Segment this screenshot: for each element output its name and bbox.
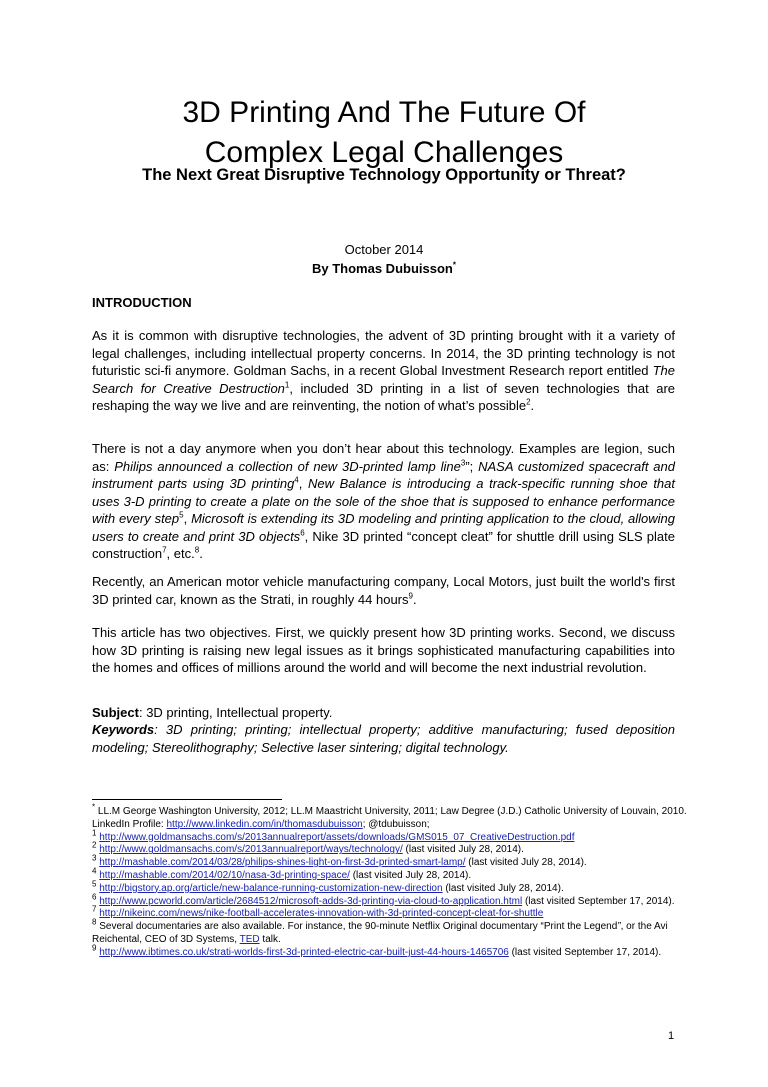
footnote-mark: 6	[92, 892, 97, 902]
title-line-2: Complex Legal Challenges	[204, 136, 564, 169]
footnote-ref-7[interactable]: 7	[162, 545, 167, 555]
footnote-text: (last visited September 17, 2014).	[522, 895, 675, 907]
p2-example-philips: Philips announced a collection of new 3D-printed lamp line	[114, 458, 461, 474]
document-subtitle: The Next Great Disruptive Technology Opportunity or Threat?	[142, 166, 626, 184]
footnote-author	[92, 802, 692, 832]
footnote-ref-5[interactable]: 5	[179, 510, 184, 520]
subject-line	[92, 704, 675, 722]
paragraph-2	[92, 440, 675, 563]
subject-text: : 3D printing, Intellectual property.	[138, 705, 333, 720]
section-heading-introduction: INTRODUCTION	[92, 295, 192, 310]
footnote-5	[92, 879, 692, 896]
footnote-link[interactable]: http://www.linkedin.com/in/thomasdubuisson	[166, 818, 363, 830]
publication-date: October 2014	[344, 242, 424, 257]
paragraph-4: This article has two objectives. First, we quickly present how 3D printing works. Second, we discuss how 3D printing is raising new legal issues as it brings sophisticated manufacturing capabilities into the homes and offices of millions around the world and will become the next industrial revolution.	[92, 625, 675, 675]
footnote-text: (last visited September 17, 2014).	[508, 946, 662, 958]
footnote-link[interactable]: http://mashable.com/2014/02/10/nasa-3d-printing-space/	[99, 869, 350, 881]
footnote-text: ”	[617, 921, 621, 933]
p2-text-g: ,	[183, 511, 192, 526]
footnote-mark: 7	[92, 905, 97, 915]
footnote-link[interactable]: http://www.ibtimes.co.uk/strati-worlds-first-3d-printed-electric-car-built-just-44-hours-1465706	[99, 946, 509, 958]
footnote-text: (last visited July 28, 2014).	[465, 857, 587, 869]
p2-example-new-balance: New Balance is introducing a track-specific running shoe that uses 3-D printing to create a plate on the sole of the shoe that is supposed to enhance performance with every step	[92, 476, 675, 526]
footnote-2	[92, 841, 692, 857]
footnotes	[92, 802, 692, 960]
footnote-3	[92, 853, 692, 870]
p3-text-a: Recently, an American motor vehicle manufacturing company, Local Motors, just built the world's first 3D printed car, known as the Strati, in roughly 44 hours	[92, 574, 675, 607]
footnote-ref-1[interactable]: 1	[284, 380, 290, 390]
footnote-ref-4[interactable]: 4	[294, 475, 299, 485]
p1-report-title: The Search for Creative Destruction	[92, 363, 675, 396]
footnote-mark: 8	[92, 917, 97, 927]
footnote-6	[92, 892, 692, 909]
paragraph-3	[92, 573, 675, 608]
p2-text-e: ,	[298, 476, 308, 491]
footnote-mark: *	[92, 802, 96, 812]
footnote-link[interactable]: http://nikeinc.com/news/nike-football-accelerates-innovation-with-3d-printed-concept-cleat-for-shuttle	[99, 908, 544, 920]
keywords-text: : 3D printing; printing; intellectual property; additive manufacturing; fused deposition modeling; Stereolithography; Selective laser sintering; digital technology.	[92, 722, 675, 755]
subject-label: Subject	[92, 705, 139, 720]
p1-text-c: , included 3D printing in a list of seven technologies that are reshaping the way we live and are reinventing, the notion of what’s possible	[92, 380, 676, 413]
p2-text-a: There is not a day anymore when you don’t hear about this technology. Examples are legion, such as:	[92, 441, 675, 474]
footnote-text: (last visited July 28, 2014).	[442, 882, 564, 894]
footnote-mark: 5	[92, 879, 97, 889]
footnote-text: Several documentaries are also available. For instance, the 90-minute Netflix Original documentary “Print the Legend	[96, 921, 618, 933]
footnote-text: (last visited July 28, 2014).	[349, 869, 472, 881]
footnote-4	[92, 866, 692, 883]
p2-example-nasa: NASA customized spacecraft and instrument parts using 3D printing	[92, 458, 675, 491]
p3-text-b: .	[412, 591, 417, 607]
title-line-1: 3D Printing And The Future Of	[182, 96, 586, 129]
p2-text-c: ”;	[465, 458, 479, 474]
footnote-link[interactable]: http://www.goldmansachs.com/s/2013annualreport/ways/technology/	[99, 844, 403, 856]
author-name: By Thomas Dubuisson	[312, 261, 453, 276]
footnote-text: , or the Avi Reichental, CEO of 3D Systems,	[92, 921, 668, 945]
footnote-7	[92, 905, 692, 921]
paragraph-1	[92, 327, 675, 415]
footnote-mark: 9	[92, 943, 97, 953]
footnote-text: LL.M George Washington University, 2012; LL.M Maastricht University, 2011; Law Degree (J.D.) Catholic University of Louvain, 2010. LinkedIn Profile:	[92, 806, 687, 830]
keywords-label: Keywords	[92, 722, 155, 737]
footnote-ref-3[interactable]: 3	[460, 458, 466, 468]
footnote-link[interactable]: http://www.goldmansachs.com/s/2013annualreport/assets/downloads/GMS015_07_CreativeDestruction.pdf	[99, 831, 575, 843]
footnote-separator	[92, 799, 282, 800]
p2-example-nike: , Nike 3D printed “concept cleat” for shuttle drill using SLS plate construction	[92, 528, 675, 561]
footnote-ref-2[interactable]: 2	[526, 397, 531, 407]
footnote-mark: 3	[92, 853, 97, 863]
p2-example-microsoft: Microsoft is extending its 3D modeling and printing application to the cloud, allowing users to create and print 3D objects	[92, 511, 675, 544]
footnote-text: talk.	[259, 933, 281, 945]
footnote-ref-9[interactable]: 9	[408, 591, 413, 601]
author-footnote-mark: *	[452, 260, 456, 270]
footnote-ref-6[interactable]: 6	[300, 528, 305, 538]
footnote-mark: 2	[92, 841, 97, 851]
footnote-text: (last visited July 28, 2014).	[402, 844, 524, 856]
page-number: 1	[668, 1030, 675, 1042]
footnote-9	[92, 943, 692, 960]
footnote-ref-8[interactable]: 8	[194, 545, 200, 555]
footnote-1	[92, 828, 692, 845]
p2-text-j: , etc.	[166, 546, 195, 561]
footnote-mark: 1	[92, 828, 97, 838]
footnote-link[interactable]: http://mashable.com/2014/03/28/philips-shines-light-on-first-3d-printed-smart-lamp/	[99, 857, 466, 869]
footnote-text: ; @tdubuisson;	[362, 818, 430, 830]
p1-text-a: As it is common with disruptive technologies, the advent of 3D printing brought with it a variety of legal challenges, including intellectual property concerns. In 2014, the 3D printing technology is not futuristic sci-fi anymore. Goldman Sachs, in a recent Global Investment Research report entitled	[92, 328, 675, 378]
keywords-line	[92, 721, 675, 756]
footnote-link[interactable]: http://www.pcworld.com/article/2684512/microsoft-adds-3d-printing-via-cloud-to-application.html	[99, 895, 523, 907]
footnote-link[interactable]: http://bigstory.ap.org/article/new-balance-running-customization-new-direction	[99, 882, 443, 894]
p2-text-k: .	[199, 546, 203, 561]
footnote-mark: 4	[92, 866, 97, 876]
author-line	[0, 261, 768, 276]
document-title	[0, 93, 768, 173]
footnote-link[interactable]: TED	[239, 933, 260, 945]
footnote-8	[92, 917, 692, 947]
p1-text-d: .	[530, 398, 535, 413]
